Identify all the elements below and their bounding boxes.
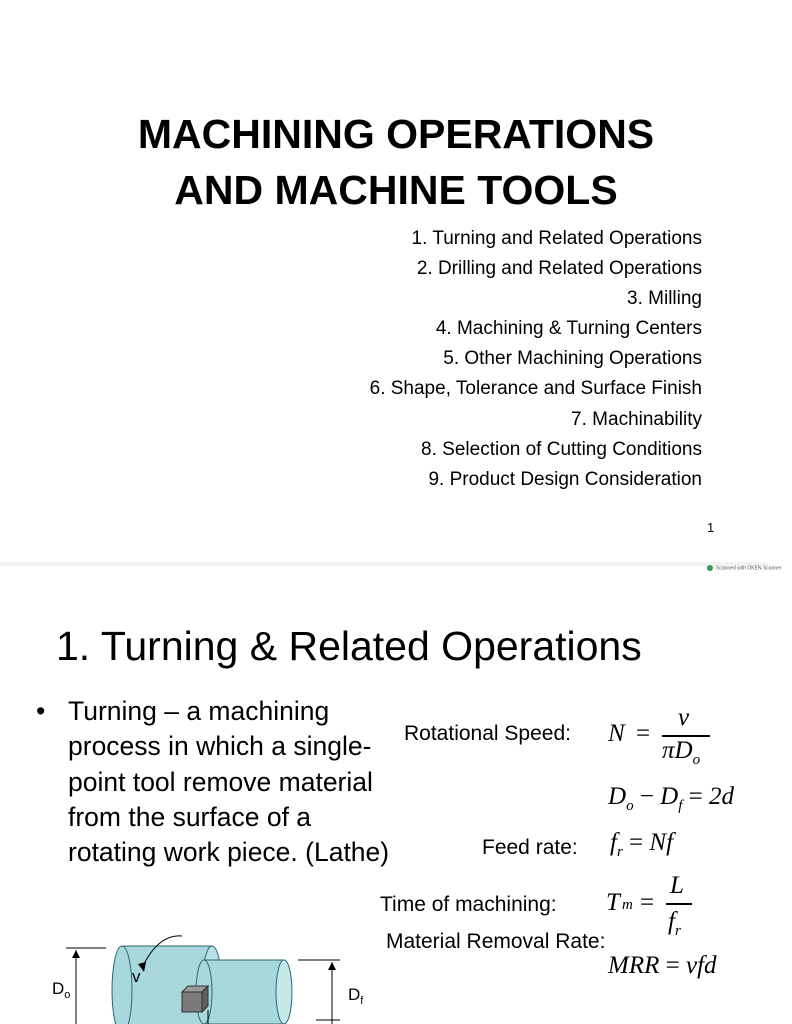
slide-title: 1. Turning & Related Operations xyxy=(56,623,642,669)
bullet-text: Turning – a machining process in which a single-point tool remove material from the surface of a rotating work piece. (Lathe) xyxy=(68,696,390,868)
formula-numerator: v xyxy=(678,704,690,731)
formula-equals: = xyxy=(636,720,651,747)
bullet-icon: • xyxy=(36,696,46,726)
scanner-watermark xyxy=(707,565,782,571)
do-label: $D_o$ xyxy=(52,979,71,1001)
slide-title xyxy=(0,106,792,218)
feed-rate-label: Feed rate: xyxy=(482,836,578,859)
diameter-formula: $D_o - D_f = 2d$ xyxy=(608,783,735,814)
formula-denominator: $\pi D_o$ xyxy=(662,737,701,768)
toc-item: 5. Other Machining Operations xyxy=(443,348,702,370)
slide-divider xyxy=(0,562,768,566)
toc-item: 1. Turning and Related Operations xyxy=(411,228,702,249)
material-removal-rate-label: Material Removal Rate: xyxy=(386,930,606,953)
title-line-1: MACHINING OPERATIONS xyxy=(137,111,655,157)
scanner-logo-icon xyxy=(707,565,713,571)
toc-item: 8. Selection of Cutting Conditions xyxy=(421,438,702,460)
rotational-speed-label: Rotational Speed: xyxy=(404,722,571,745)
df-label: $D_f$ xyxy=(348,985,364,1007)
bullet-item xyxy=(36,694,396,870)
time-of-machining-formula: T m = L $f_r$ xyxy=(606,872,706,944)
workpiece-turned-section xyxy=(204,960,284,1024)
title-line-2: AND MACHINE TOOLS xyxy=(174,167,618,213)
rotational-speed-formula xyxy=(608,704,728,774)
formula-lhs: N xyxy=(608,720,625,747)
toc-item: 4. Machining & Turning Centers xyxy=(435,318,702,340)
cutting-tool xyxy=(182,992,202,1012)
feed-rate-formula: $f_r = Nf$ xyxy=(610,829,674,860)
toc-item: 7. Machinability xyxy=(571,408,702,430)
table-of-contents xyxy=(370,224,702,495)
velocity-label: v xyxy=(132,967,141,986)
toc-item: 3. Milling xyxy=(627,288,702,310)
toc-item: 2. Drilling and Related Operations xyxy=(416,258,702,280)
scanner-watermark-text: Scanned with OKEN Scanner xyxy=(716,565,782,572)
turning-diagram xyxy=(40,930,380,1024)
toc-item: 6. Shape, Tolerance and Surface Finish xyxy=(369,378,702,400)
time-of-machining-label: Time of machining: xyxy=(380,893,557,916)
toc-item: 9. Product Design Consideration xyxy=(428,468,702,490)
page-number: 1 xyxy=(707,520,715,535)
fraction-bar xyxy=(666,903,692,905)
mrr-formula: MRR = vfd xyxy=(608,952,717,979)
